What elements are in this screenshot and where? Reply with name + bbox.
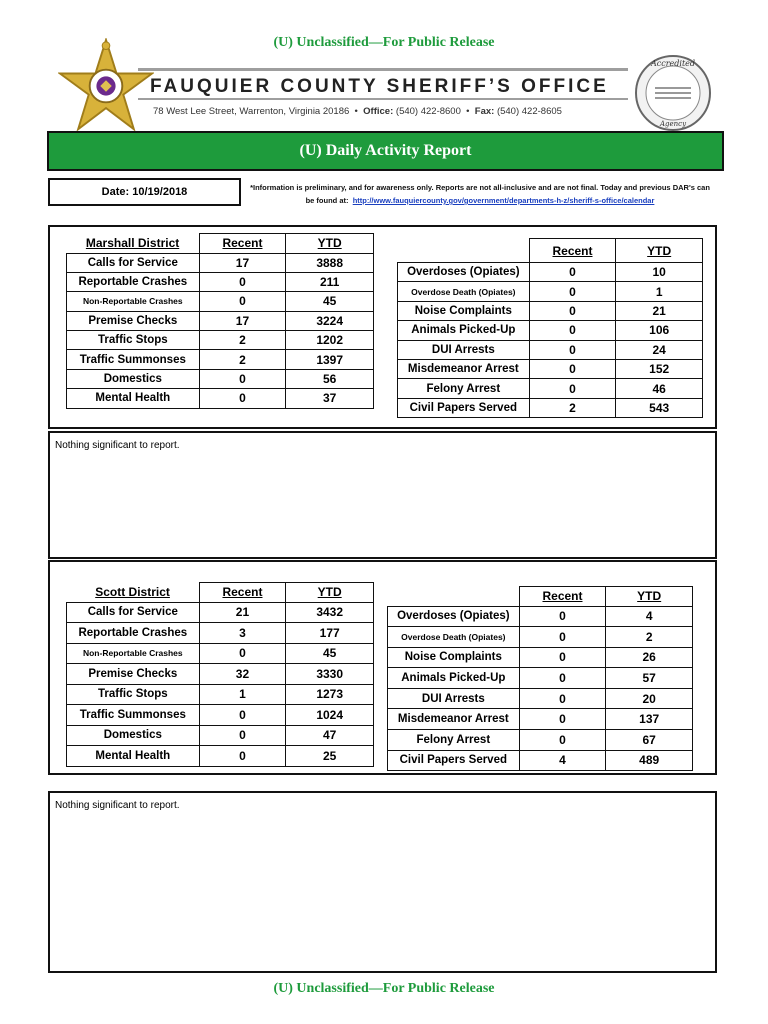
stat-label: Premise Checks <box>67 664 200 685</box>
stat-row <box>67 705 374 726</box>
stat-row <box>67 389 374 408</box>
stat-recent: 0 <box>199 746 286 767</box>
calendar-link[interactable]: http://www.fauquiercounty.gov/government/departments-h-z/sheriff-s-office/calendar <box>352 196 655 205</box>
title-rule <box>138 98 628 100</box>
stat-recent: 21 <box>199 602 286 623</box>
marshall-narrative: Nothing significant to report. <box>48 431 717 559</box>
stat-ytd: 56 <box>286 369 374 388</box>
disclaimer <box>244 181 716 207</box>
stat-row <box>67 272 374 291</box>
stat-recent: 0 <box>199 725 286 746</box>
stat-row <box>388 730 693 751</box>
stat-row <box>398 359 703 378</box>
stat-label: DUI Arrests <box>388 688 520 709</box>
scott-narrative: Nothing significant to report. <box>48 791 717 973</box>
stat-ytd: 24 <box>616 340 703 359</box>
stat-recent: 0 <box>519 688 606 709</box>
stat-recent: 0 <box>519 730 606 751</box>
col-recent-header: Recent <box>519 587 606 607</box>
stat-label: Noise Complaints <box>388 647 520 668</box>
stat-row <box>398 398 703 417</box>
stat-recent: 4 <box>519 750 606 771</box>
disclaimer-found-at: be found at: <box>305 196 349 205</box>
stat-recent: 0 <box>519 668 606 689</box>
stat-ytd: 137 <box>606 709 693 730</box>
stat-recent: 0 <box>529 263 616 282</box>
stat-ytd: 37 <box>286 389 374 408</box>
col-recent-header: Recent <box>199 234 286 254</box>
stat-ytd: 1 <box>616 282 703 301</box>
stat-label: Non-Reportable Crashes <box>67 292 200 311</box>
stat-row <box>67 369 374 388</box>
stat-label: Traffic Summonses <box>67 350 200 369</box>
date-value: 10/19/2018 <box>132 186 188 198</box>
stat-row <box>398 301 703 320</box>
stat-ytd: 3888 <box>286 253 374 272</box>
stat-row <box>398 379 703 398</box>
stat-recent: 0 <box>519 647 606 668</box>
stat-recent: 32 <box>199 664 286 685</box>
stat-label: Noise Complaints <box>398 301 530 320</box>
stat-recent: 0 <box>529 282 616 301</box>
stat-row <box>398 321 703 340</box>
stat-row <box>67 331 374 350</box>
stat-ytd: 1024 <box>286 705 374 726</box>
stat-row <box>67 350 374 369</box>
stat-label: Misdemeanor Arrest <box>388 709 520 730</box>
stat-ytd: 45 <box>286 643 374 664</box>
accreditation-seal-icon <box>628 53 718 133</box>
stat-ytd: 57 <box>606 668 693 689</box>
stat-row <box>67 253 374 272</box>
stat-ytd: 3432 <box>286 602 374 623</box>
stat-recent: 2 <box>199 331 286 350</box>
stat-ytd: 2 <box>606 627 693 648</box>
stat-recent: 0 <box>519 606 606 627</box>
stat-ytd: 26 <box>606 647 693 668</box>
stat-ytd: 21 <box>616 301 703 320</box>
stat-label: Overdoses (Opiates) <box>398 263 530 282</box>
stat-row <box>67 623 374 644</box>
stat-label: Civil Papers Served <box>398 398 530 417</box>
stat-ytd: 489 <box>606 750 693 771</box>
stat-label: Misdemeanor Arrest <box>398 359 530 378</box>
stat-label: Calls for Service <box>67 602 200 623</box>
blank-header <box>398 239 530 263</box>
stat-recent: 0 <box>199 389 286 408</box>
stat-recent: 2 <box>529 398 616 417</box>
stat-row <box>398 263 703 282</box>
stat-recent: 0 <box>519 709 606 730</box>
report-date <box>48 178 241 206</box>
office-phone: (540) 422-8600 <box>395 106 461 117</box>
stat-label: Traffic Summonses <box>67 705 200 726</box>
stat-row <box>388 627 693 648</box>
stat-recent: 0 <box>199 292 286 311</box>
stat-recent: 1 <box>199 684 286 705</box>
stat-row <box>67 725 374 746</box>
stat-recent: 0 <box>529 340 616 359</box>
date-label: Date: <box>101 186 130 198</box>
scott-right-table <box>387 586 693 771</box>
stat-ytd: 46 <box>616 379 703 398</box>
stat-row <box>67 746 374 767</box>
marshall-left-table <box>66 233 374 409</box>
stat-recent: 17 <box>199 311 286 330</box>
stat-row <box>388 709 693 730</box>
stat-label: Traffic Stops <box>67 331 200 350</box>
stat-row <box>388 606 693 627</box>
sheriff-star-icon <box>58 38 154 134</box>
stat-ytd: 1273 <box>286 684 374 705</box>
col-recent-header: Recent <box>199 583 286 603</box>
stat-row <box>67 292 374 311</box>
stat-label: Traffic Stops <box>67 684 200 705</box>
stat-recent: 2 <box>199 350 286 369</box>
stat-label: Calls for Service <box>67 253 200 272</box>
classification-footer: (U) Unclassified—For Public Release <box>273 981 495 996</box>
stat-recent: 0 <box>529 359 616 378</box>
stat-label: Mental Health <box>67 746 200 767</box>
blank-header <box>388 587 520 607</box>
stat-row <box>67 311 374 330</box>
stat-recent: 0 <box>199 643 286 664</box>
stat-recent: 0 <box>529 301 616 320</box>
stat-ytd: 47 <box>286 725 374 746</box>
stat-ytd: 4 <box>606 606 693 627</box>
stat-label: Civil Papers Served <box>388 750 520 771</box>
stat-row <box>388 668 693 689</box>
stat-label: Mental Health <box>67 389 200 408</box>
stat-label: Overdose Death (Opiates) <box>388 627 520 648</box>
stat-label: Overdoses (Opiates) <box>388 606 520 627</box>
stat-row <box>388 647 693 668</box>
stat-ytd: 3224 <box>286 311 374 330</box>
stat-recent: 0 <box>199 705 286 726</box>
stat-ytd: 45 <box>286 292 374 311</box>
stat-label: Felony Arrest <box>398 379 530 398</box>
stat-label: Overdose Death (Opiates) <box>398 282 530 301</box>
classification-header: (U) Unclassified—For Public Release <box>273 35 495 50</box>
stat-row <box>67 602 374 623</box>
stat-recent: 0 <box>199 272 286 291</box>
stat-label: DUI Arrests <box>398 340 530 359</box>
col-ytd-header: YTD <box>286 583 374 603</box>
disclaimer-text: *Information is preliminary, and for awareness only. Reports are not all-inclusive and are not final. Today and previous DAR's can <box>250 183 710 192</box>
stat-label: Animals Picked-Up <box>388 668 520 689</box>
stat-ytd: 177 <box>286 623 374 644</box>
stat-row <box>388 750 693 771</box>
stat-row <box>67 664 374 685</box>
stat-recent: 0 <box>529 321 616 340</box>
stat-recent: 3 <box>199 623 286 644</box>
stat-recent: 0 <box>199 369 286 388</box>
stat-row <box>67 684 374 705</box>
stat-label: Premise Checks <box>67 311 200 330</box>
stat-recent: 0 <box>529 379 616 398</box>
stat-ytd: 106 <box>616 321 703 340</box>
address-text: 78 West Lee Street, Warrenton, Virginia 20186 <box>153 106 350 117</box>
scott-left-table <box>66 582 374 767</box>
stat-row <box>398 282 703 301</box>
stat-row <box>67 643 374 664</box>
fax-label: Fax: <box>474 106 495 117</box>
stat-recent: 17 <box>199 253 286 272</box>
seal-text-top: Accredited <box>650 59 696 68</box>
stat-row <box>398 340 703 359</box>
stat-row <box>388 688 693 709</box>
fax-phone: (540) 422-8605 <box>496 106 562 117</box>
stat-ytd: 3330 <box>286 664 374 685</box>
report-title-banner: (U) Daily Activity Report <box>47 131 724 171</box>
stat-ytd: 543 <box>616 398 703 417</box>
marshall-right-table <box>397 238 703 418</box>
col-recent-header: Recent <box>529 239 616 263</box>
office-address: 78 West Lee Street, Warrenton, Virginia 20186 • Office: (540) 422-8600 • Fax: (540) 422-8605 <box>153 106 562 117</box>
office-name: FAUQUIER COUNTY SHERIFF’S OFFICE <box>150 76 609 97</box>
stat-ytd: 1202 <box>286 331 374 350</box>
stat-ytd: 10 <box>616 263 703 282</box>
title-rule <box>138 68 628 71</box>
stat-label: Reportable Crashes <box>67 272 200 291</box>
district-name: Marshall District <box>85 236 180 250</box>
stat-ytd: 211 <box>286 272 374 291</box>
stat-label: Felony Arrest <box>388 730 520 751</box>
col-ytd-header: YTD <box>606 587 693 607</box>
stat-ytd: 20 <box>606 688 693 709</box>
stat-ytd: 1397 <box>286 350 374 369</box>
stat-label: Reportable Crashes <box>67 623 200 644</box>
district-name: Scott District <box>95 585 170 599</box>
stat-label: Non-Reportable Crashes <box>67 643 200 664</box>
stat-label: Domestics <box>67 725 200 746</box>
seal-text-bottom: Agency <box>659 120 687 128</box>
office-label: Office: <box>363 106 394 117</box>
stat-ytd: 152 <box>616 359 703 378</box>
stat-recent: 0 <box>519 627 606 648</box>
col-ytd-header: YTD <box>616 239 703 263</box>
stat-label: Domestics <box>67 369 200 388</box>
stat-ytd: 67 <box>606 730 693 751</box>
col-ytd-header: YTD <box>286 234 374 254</box>
stat-label: Animals Picked-Up <box>398 321 530 340</box>
stat-ytd: 25 <box>286 746 374 767</box>
